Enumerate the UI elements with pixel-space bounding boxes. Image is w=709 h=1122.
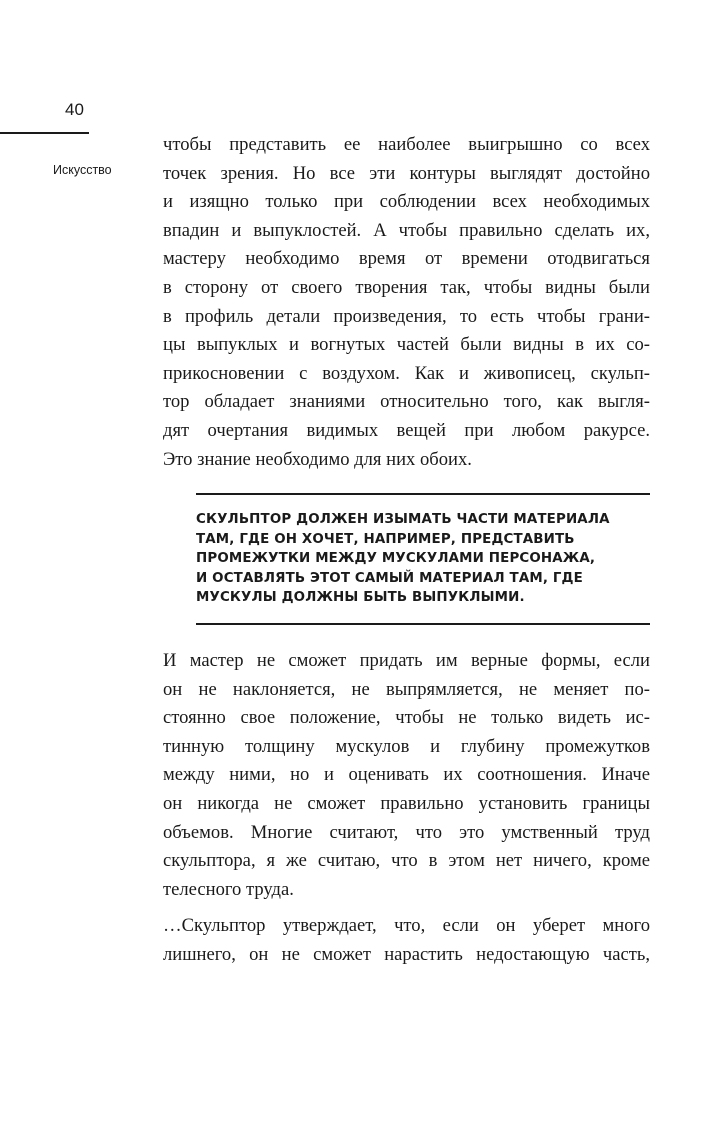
pullquote-line: ТАМ, ГДЕ ОН ХОЧЕТ, НАПРИМЕР, ПРЕДСТАВИТЬ [196,531,575,547]
text-line: он никогда не сможет правильно установить границы [163,792,650,814]
text-line: между ними, но и оценивать их соотношения. Иначе [163,764,650,786]
pullquote-line: ПРОМЕЖУТКИ МЕЖДУ МУСКУЛАМИ ПЕРСОНАЖА, [196,551,596,567]
text-line: в профиль детали произведения, то есть чтобы грани- [163,305,650,327]
header-rule [0,132,89,134]
pullquote-rule-bottom [196,623,650,625]
text-line: чтобы представить ее наиболее выигрышно со всех [163,134,650,155]
text-line: Это знание необходимо для них обоих. [163,448,472,470]
text-line: и изящно только при соблюдении всех необходимых [163,191,650,213]
text-line: …Скульптор утверждает, что, если он уберет много [163,915,650,936]
text-line: телесного труда. [163,878,294,900]
body-paragraph-1 [163,131,650,474]
text-line: точек зрения. Но все эти контуры выглядят достойно [163,162,650,184]
text-line: И мастер не сможет придать им верные формы, если [163,650,650,671]
text-line: тор обладает знаниями относительно того, как выгля- [163,391,650,413]
running-head: Искусство [53,163,112,177]
text-line: прикосновении с воздухом. Как и живописец, скульп- [163,362,650,384]
text-line: лишнего, он не сможет нарастить недостающую часть, [163,943,650,965]
text-line: скульптора, я же считаю, что в этом нет ничего, кроме [163,850,650,872]
text-line: впадин и выпуклостей. А чтобы правильно сделать их, [163,219,650,241]
body-paragraph-2 [163,647,650,904]
pullquote [196,510,656,608]
text-line: объемов. Многие считают, что это умственный труд [163,821,650,843]
body-paragraph-3 [163,912,650,969]
text-line: дят очертания видимых вещей при любом ракурсе. [163,419,650,441]
pullquote-line: И ОСТАВЛЯТЬ ЭТОТ САМЫЙ МАТЕРИАЛ ТАМ, ГДЕ [196,570,583,586]
pullquote-rule-top [196,493,650,495]
pullquote-line: МУСКУЛЫ ДОЛЖНЫ БЫТЬ ВЫПУКЛЫМИ. [196,590,525,606]
text-line: он не наклоняется, не выпрямляется, не меняет по- [163,678,650,700]
text-line: в сторону от своего творения так, чтобы видны были [163,276,650,298]
pullquote-line: СКУЛЬПТОР ДОЛЖЕН ИЗЫМАТЬ ЧАСТИ МАТЕРИАЛА [196,512,610,527]
text-line: тинную толщину мускулов и глубину промежутков [163,735,650,757]
text-line: стоянно свое положение, чтобы не только видеть ис- [163,707,650,729]
text-line: цы выпуклых и вогнутых частей были видны в их со- [163,334,650,356]
page-number: 40 [65,100,84,119]
text-line: мастеру необходимо время от времени отодвигаться [163,248,650,270]
